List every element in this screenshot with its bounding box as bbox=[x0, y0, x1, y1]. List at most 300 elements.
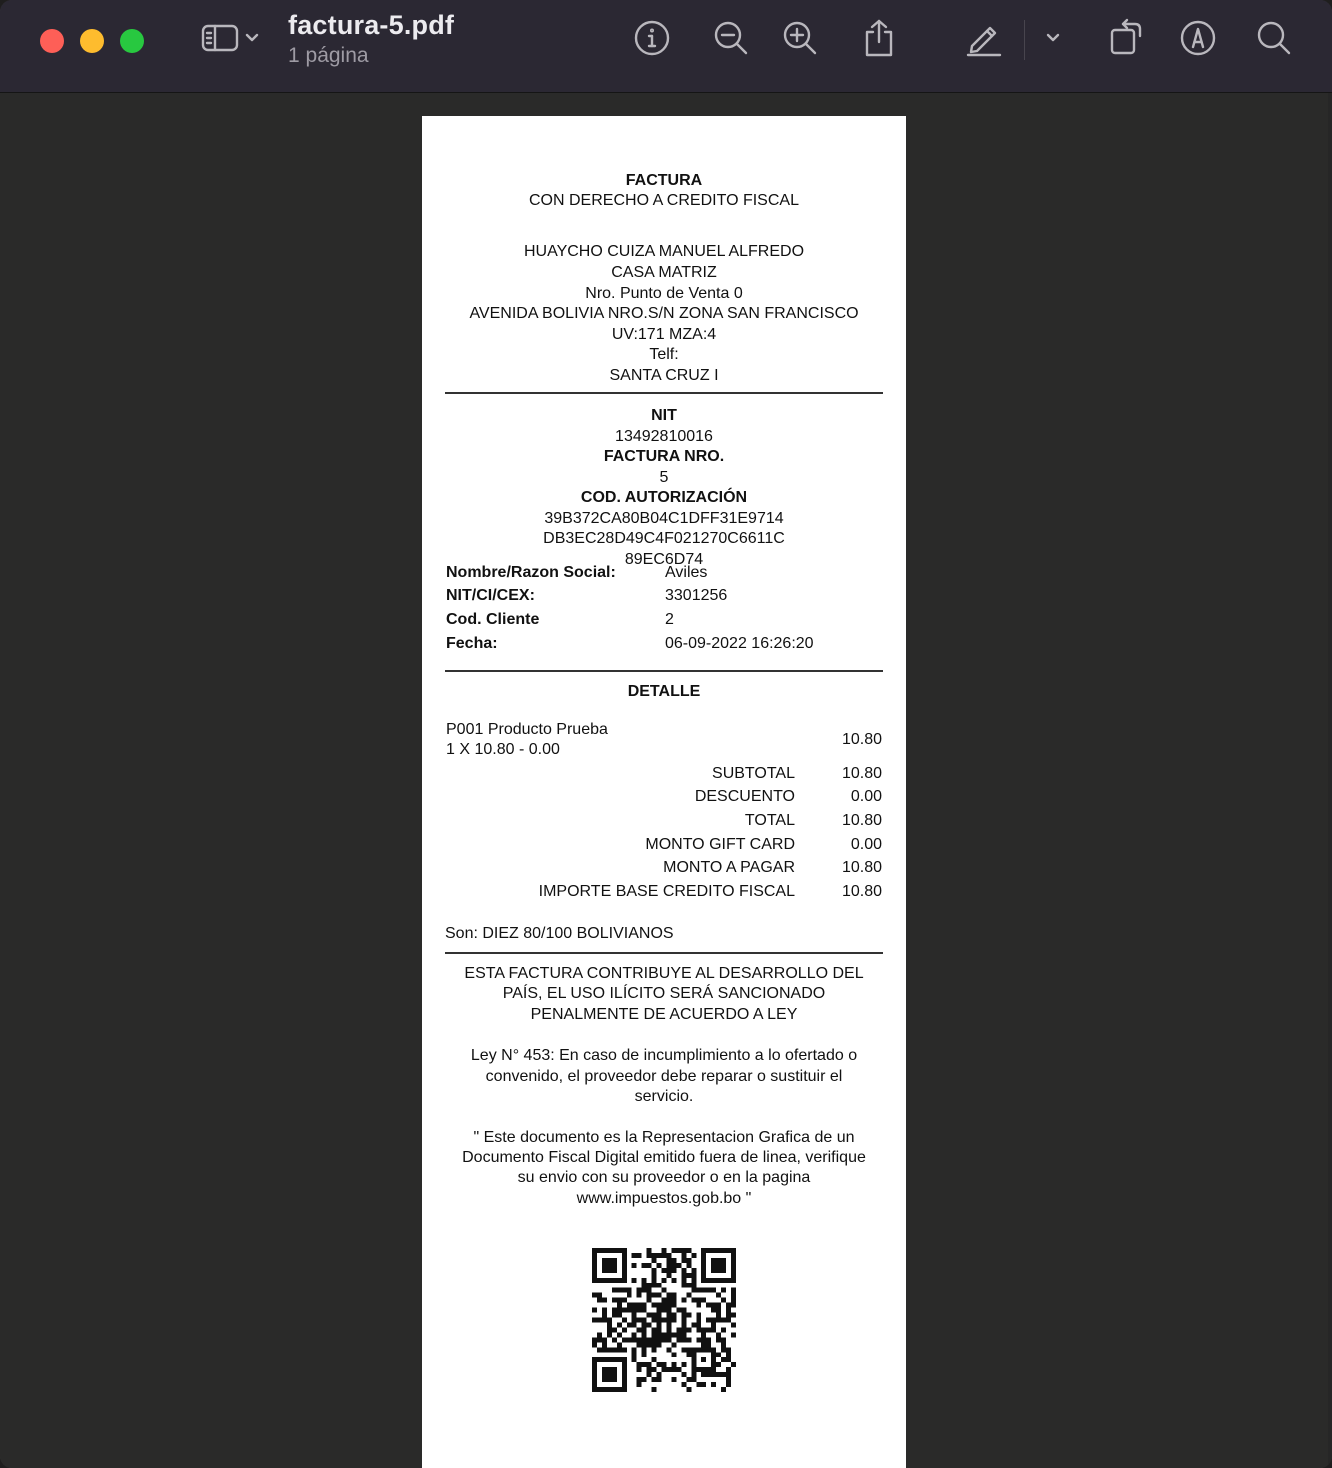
qr-module bbox=[602, 1258, 607, 1263]
qr-module bbox=[681, 1332, 686, 1337]
law-line-2: convenido, el proveedor debe reparar o sustituir el bbox=[485, 1068, 843, 1085]
legend-line-2: PAÍS, EL USO ILÍCITO SERÁ SANCIONADO bbox=[502, 985, 826, 1002]
qr-module bbox=[622, 1357, 627, 1362]
qr-module bbox=[676, 1308, 681, 1313]
qr-module bbox=[711, 1303, 716, 1308]
qr-module bbox=[706, 1372, 711, 1377]
qr-module bbox=[602, 1278, 607, 1283]
qr-module bbox=[607, 1372, 612, 1377]
qr-module bbox=[602, 1342, 607, 1347]
item-calculation: 1 X 10.80 - 0.00 bbox=[446, 741, 560, 758]
qr-module bbox=[681, 1327, 686, 1332]
qr-module bbox=[602, 1318, 607, 1323]
qr-module bbox=[622, 1263, 627, 1268]
qr-module bbox=[716, 1308, 721, 1313]
qr-module bbox=[662, 1248, 667, 1253]
qr-module bbox=[617, 1288, 622, 1293]
qr-module bbox=[691, 1288, 696, 1293]
qr-module bbox=[612, 1308, 617, 1313]
qr-module bbox=[652, 1327, 657, 1332]
qr-module bbox=[691, 1367, 696, 1372]
qr-module bbox=[617, 1347, 622, 1352]
customer-nit-row bbox=[446, 584, 886, 607]
qr-module bbox=[686, 1352, 691, 1357]
qr-module bbox=[647, 1337, 652, 1342]
qr-module bbox=[617, 1278, 622, 1283]
share-icon bbox=[861, 18, 897, 63]
qr-module bbox=[597, 1337, 602, 1342]
zoom-in-button[interactable] bbox=[778, 18, 822, 62]
qr-module bbox=[731, 1362, 736, 1367]
qr-module bbox=[657, 1253, 662, 1258]
share-button[interactable] bbox=[857, 18, 901, 62]
qr-module bbox=[632, 1308, 637, 1313]
chevron-down-icon bbox=[1045, 31, 1061, 49]
qr-module bbox=[721, 1337, 726, 1342]
total-value: 10.80 bbox=[841, 812, 882, 829]
qr-module bbox=[632, 1253, 637, 1258]
qr-module bbox=[622, 1337, 627, 1342]
qr-module bbox=[637, 1318, 642, 1323]
qr-module bbox=[666, 1253, 671, 1258]
qr-module bbox=[632, 1322, 637, 1327]
qr-module bbox=[701, 1337, 706, 1342]
qr-module bbox=[622, 1258, 627, 1263]
qr-module bbox=[716, 1303, 721, 1308]
qr-module bbox=[716, 1332, 721, 1337]
qr-module bbox=[676, 1263, 681, 1268]
issuer-address-line-2: UV:171 MZA:4 bbox=[611, 326, 717, 343]
qr-module bbox=[597, 1357, 602, 1362]
qr-module bbox=[706, 1342, 711, 1347]
qr-module bbox=[632, 1337, 637, 1342]
qr-module bbox=[721, 1268, 726, 1273]
qr-module bbox=[602, 1298, 607, 1303]
qr-module bbox=[622, 1298, 627, 1303]
qr-module bbox=[701, 1327, 706, 1332]
qr-module bbox=[622, 1288, 627, 1293]
qr-module bbox=[637, 1377, 642, 1382]
qr-module bbox=[647, 1372, 652, 1377]
qr-module bbox=[622, 1278, 627, 1283]
qr-module bbox=[671, 1377, 676, 1382]
invoice-date-row bbox=[446, 632, 886, 655]
qr-module bbox=[652, 1347, 657, 1352]
qr-module bbox=[607, 1258, 612, 1263]
qr-module bbox=[716, 1362, 721, 1367]
qr-module bbox=[691, 1352, 696, 1357]
qr-module bbox=[701, 1332, 706, 1337]
qr-module bbox=[632, 1352, 637, 1357]
qr-module bbox=[597, 1248, 602, 1253]
qr-module bbox=[726, 1303, 731, 1308]
qr-module bbox=[696, 1382, 701, 1387]
qr-module bbox=[607, 1387, 612, 1392]
qr-module bbox=[647, 1293, 652, 1298]
qr-module bbox=[716, 1268, 721, 1273]
qr-module bbox=[642, 1352, 647, 1357]
qr-module bbox=[602, 1367, 607, 1372]
qr-module bbox=[612, 1268, 617, 1273]
qr-module bbox=[597, 1347, 602, 1352]
scrollbar-track[interactable] bbox=[1328, 93, 1332, 1468]
qr-module bbox=[657, 1283, 662, 1288]
qr-module bbox=[637, 1362, 642, 1367]
qr-module bbox=[731, 1273, 736, 1278]
qr-module bbox=[652, 1273, 657, 1278]
law-line-1: Ley N° 453: En caso de incumplimiento a lo ofertado o bbox=[470, 1047, 858, 1064]
qr-module bbox=[607, 1377, 612, 1382]
qr-module bbox=[716, 1372, 721, 1377]
qr-module bbox=[671, 1362, 676, 1367]
qr-module bbox=[696, 1327, 701, 1332]
qr-module bbox=[617, 1332, 622, 1337]
rotate-button[interactable] bbox=[1104, 18, 1148, 62]
qr-module bbox=[666, 1337, 671, 1342]
qr-module bbox=[662, 1268, 667, 1273]
qr-module bbox=[721, 1298, 726, 1303]
qr-module bbox=[686, 1258, 691, 1263]
qr-module bbox=[706, 1248, 711, 1253]
qr-module bbox=[711, 1357, 716, 1362]
qr-module bbox=[701, 1372, 706, 1377]
qr-module bbox=[666, 1303, 671, 1308]
sidebar-icon bbox=[200, 23, 240, 58]
qr-module bbox=[716, 1352, 721, 1357]
qr-module bbox=[657, 1372, 662, 1377]
field-label: Nombre/Razon Social: bbox=[446, 564, 616, 581]
qr-module bbox=[731, 1278, 736, 1283]
qr-module bbox=[701, 1342, 706, 1347]
qr-module bbox=[726, 1248, 731, 1253]
qr-module bbox=[597, 1298, 602, 1303]
qr-module bbox=[647, 1313, 652, 1318]
qr-module bbox=[612, 1367, 617, 1372]
qr-module bbox=[642, 1278, 647, 1283]
qr-module bbox=[637, 1327, 642, 1332]
qr-module bbox=[711, 1268, 716, 1273]
qr-module bbox=[706, 1367, 711, 1372]
annotate-button[interactable] bbox=[1176, 18, 1220, 62]
qr-module bbox=[622, 1327, 627, 1332]
qr-module bbox=[681, 1322, 686, 1327]
qr-module bbox=[652, 1253, 657, 1258]
info-button[interactable] bbox=[630, 18, 674, 62]
qr-module bbox=[671, 1313, 676, 1318]
qr-module bbox=[652, 1313, 657, 1318]
qr-module bbox=[671, 1342, 676, 1347]
qr-module bbox=[652, 1258, 657, 1263]
qr-module bbox=[632, 1303, 637, 1308]
qr-module bbox=[612, 1377, 617, 1382]
qr-module bbox=[607, 1318, 612, 1323]
qr-module bbox=[701, 1258, 706, 1263]
qr-module bbox=[706, 1288, 711, 1293]
qr-module bbox=[632, 1278, 637, 1283]
qr-module bbox=[602, 1357, 607, 1362]
qr-module bbox=[627, 1293, 632, 1298]
qr-module bbox=[701, 1298, 706, 1303]
qr-module bbox=[701, 1288, 706, 1293]
info-icon bbox=[633, 19, 671, 62]
qr-module bbox=[642, 1288, 647, 1293]
qr-module bbox=[607, 1278, 612, 1283]
zoom-in-icon bbox=[781, 19, 819, 62]
qr-module bbox=[681, 1283, 686, 1288]
nit-value: 13492810016 bbox=[615, 428, 713, 445]
qr-module bbox=[701, 1367, 706, 1372]
qr-module bbox=[711, 1347, 716, 1352]
qr-module bbox=[731, 1268, 736, 1273]
qr-module bbox=[647, 1362, 652, 1367]
qr-module bbox=[731, 1263, 736, 1268]
qr-module bbox=[657, 1313, 662, 1318]
invoice-title: FACTURA bbox=[625, 172, 703, 189]
legend-line-1: ESTA FACTURA CONTRIBUYE AL DESARROLLO DEL bbox=[464, 965, 864, 982]
qr-module bbox=[726, 1308, 731, 1313]
qr-module bbox=[642, 1377, 647, 1382]
qr-module bbox=[642, 1327, 647, 1332]
pdf-page bbox=[422, 116, 906, 1468]
qr-module bbox=[706, 1303, 711, 1308]
qr-module bbox=[592, 1268, 597, 1273]
qr-module bbox=[622, 1248, 627, 1253]
qr-module bbox=[612, 1337, 617, 1342]
qr-module bbox=[701, 1263, 706, 1268]
qr-module bbox=[681, 1278, 686, 1283]
qr-module bbox=[726, 1372, 731, 1377]
qr-module bbox=[612, 1372, 617, 1377]
qr-module bbox=[686, 1263, 691, 1268]
qr-module bbox=[647, 1253, 652, 1258]
qr-module bbox=[701, 1382, 706, 1387]
qr-module bbox=[711, 1318, 716, 1323]
qr-module bbox=[676, 1248, 681, 1253]
total-label: SUBTOTAL bbox=[712, 765, 795, 782]
qr-module bbox=[632, 1318, 637, 1323]
qr-module bbox=[681, 1248, 686, 1253]
qr-module bbox=[642, 1308, 647, 1313]
qr-module bbox=[711, 1288, 716, 1293]
qr-module bbox=[701, 1248, 706, 1253]
rotate-icon bbox=[1106, 18, 1146, 63]
qr-module bbox=[691, 1278, 696, 1283]
qr-module bbox=[607, 1367, 612, 1372]
qr-module bbox=[612, 1357, 617, 1362]
qr-module bbox=[622, 1367, 627, 1372]
qr-module bbox=[731, 1248, 736, 1253]
field-label: Cod. Cliente bbox=[446, 611, 540, 628]
subtotal-row bbox=[446, 762, 882, 785]
qr-module bbox=[622, 1268, 627, 1273]
qr-module bbox=[666, 1308, 671, 1313]
qr-module bbox=[612, 1347, 617, 1352]
qr-module bbox=[711, 1263, 716, 1268]
qr-module bbox=[691, 1298, 696, 1303]
page-count: 1 página bbox=[288, 44, 369, 67]
qr-module bbox=[696, 1322, 701, 1327]
qr-module bbox=[681, 1313, 686, 1318]
qr-module bbox=[607, 1248, 612, 1253]
qr-module bbox=[637, 1308, 642, 1313]
nit-label: NIT bbox=[651, 407, 677, 424]
qr-module bbox=[686, 1347, 691, 1352]
qr-module bbox=[617, 1303, 622, 1308]
qr-module bbox=[671, 1278, 676, 1283]
document-viewport[interactable] bbox=[0, 93, 1332, 1468]
qr-module bbox=[622, 1362, 627, 1367]
sidebar-toggle-button[interactable] bbox=[194, 18, 266, 62]
qr-module bbox=[681, 1273, 686, 1278]
qr-module bbox=[686, 1387, 691, 1392]
qr-module bbox=[592, 1372, 597, 1377]
qr-module bbox=[706, 1347, 711, 1352]
qr-module bbox=[731, 1258, 736, 1263]
invoice-number-value: 5 bbox=[659, 469, 669, 486]
qr-module bbox=[602, 1372, 607, 1377]
total-value: 10.80 bbox=[841, 883, 882, 900]
issuer-point-of-sale: Nro. Punto de Venta 0 bbox=[585, 285, 743, 302]
markup-button[interactable] bbox=[962, 18, 1006, 62]
qr-module bbox=[592, 1387, 597, 1392]
qr-module bbox=[642, 1342, 647, 1347]
qr-module bbox=[622, 1273, 627, 1278]
invoice-number-label: FACTURA NRO. bbox=[603, 448, 725, 465]
qr-module bbox=[666, 1263, 671, 1268]
close-window-button[interactable] bbox=[40, 29, 64, 53]
qr-module bbox=[592, 1293, 597, 1298]
qr-module bbox=[592, 1308, 597, 1313]
qr-module bbox=[701, 1268, 706, 1273]
divider bbox=[445, 952, 883, 954]
qr-module bbox=[681, 1372, 686, 1377]
qr-module bbox=[637, 1342, 642, 1347]
qr-module bbox=[657, 1377, 662, 1382]
qr-module bbox=[592, 1377, 597, 1382]
qr-module bbox=[662, 1253, 667, 1258]
qr-module bbox=[666, 1347, 671, 1352]
qr-module bbox=[711, 1322, 716, 1327]
qr-module bbox=[647, 1283, 652, 1288]
qr-module bbox=[711, 1372, 716, 1377]
qr-module bbox=[696, 1313, 701, 1318]
qr-module bbox=[647, 1322, 652, 1327]
legend-line-3: PENALMENTE DE ACUERDO A LEY bbox=[530, 1006, 798, 1023]
zoom-out-button[interactable] bbox=[709, 18, 753, 62]
qr-module bbox=[721, 1372, 726, 1377]
qr-module bbox=[671, 1332, 676, 1337]
document-title: factura-5.pdf bbox=[288, 10, 455, 40]
qr-module bbox=[592, 1337, 597, 1342]
qr-module bbox=[711, 1248, 716, 1253]
qr-module bbox=[731, 1322, 736, 1327]
qr-module bbox=[721, 1248, 726, 1253]
zoom-window-button[interactable] bbox=[120, 29, 144, 53]
qr-module bbox=[657, 1327, 662, 1332]
qr-module bbox=[691, 1273, 696, 1278]
issuer-phone: Telf: bbox=[649, 346, 679, 363]
qr-module bbox=[731, 1332, 736, 1337]
qr-module bbox=[607, 1357, 612, 1362]
qr-module bbox=[662, 1303, 667, 1308]
qr-module bbox=[711, 1327, 716, 1332]
qr-module bbox=[592, 1357, 597, 1362]
qr-module bbox=[696, 1367, 701, 1372]
qr-module bbox=[622, 1377, 627, 1382]
qr-module bbox=[642, 1318, 647, 1323]
qr-module bbox=[671, 1263, 676, 1268]
qr-module bbox=[726, 1352, 731, 1357]
qr-module bbox=[602, 1377, 607, 1382]
qr-module bbox=[652, 1387, 657, 1392]
qr-module bbox=[691, 1377, 696, 1382]
customer-code-row bbox=[446, 608, 886, 631]
qr-module bbox=[726, 1357, 731, 1362]
qr-module bbox=[642, 1332, 647, 1337]
markup-options-button[interactable] bbox=[1036, 18, 1070, 62]
qr-module bbox=[602, 1308, 607, 1313]
qr-module bbox=[716, 1313, 721, 1318]
qr-module bbox=[691, 1283, 696, 1288]
qr-module bbox=[617, 1387, 622, 1392]
qr-module bbox=[726, 1377, 731, 1382]
qr-module bbox=[597, 1332, 602, 1337]
qr-module bbox=[637, 1303, 642, 1308]
qr-module bbox=[622, 1347, 627, 1352]
qr-module bbox=[592, 1342, 597, 1347]
qr-module bbox=[657, 1263, 662, 1268]
field-value: 06-09-2022 16:26:20 bbox=[665, 635, 814, 652]
divider bbox=[445, 392, 883, 394]
qr-module bbox=[706, 1337, 711, 1342]
qr-module bbox=[612, 1298, 617, 1303]
qr-module bbox=[666, 1258, 671, 1263]
qr-module bbox=[617, 1357, 622, 1362]
qr-module bbox=[726, 1278, 731, 1283]
qr-module bbox=[716, 1278, 721, 1283]
qr-module bbox=[726, 1382, 731, 1387]
item-total: 10.80 bbox=[841, 731, 882, 748]
qr-module bbox=[681, 1268, 686, 1273]
qr-module bbox=[627, 1322, 632, 1327]
qr-module bbox=[721, 1347, 726, 1352]
qr-module bbox=[706, 1318, 711, 1323]
qr-module bbox=[671, 1248, 676, 1253]
search-button[interactable] bbox=[1252, 18, 1296, 62]
qr-module bbox=[602, 1248, 607, 1253]
qr-module bbox=[597, 1387, 602, 1392]
total-value: 0.00 bbox=[850, 788, 882, 805]
qr-module bbox=[701, 1347, 706, 1352]
minimize-window-button[interactable] bbox=[80, 29, 104, 53]
qr-module bbox=[662, 1318, 667, 1323]
qr-module bbox=[681, 1253, 686, 1258]
qr-module bbox=[647, 1367, 652, 1372]
qr-module bbox=[721, 1263, 726, 1268]
qr-module bbox=[592, 1362, 597, 1367]
qr-module bbox=[592, 1367, 597, 1372]
qr-module bbox=[657, 1362, 662, 1367]
qr-module bbox=[681, 1382, 686, 1387]
qr-module bbox=[592, 1258, 597, 1263]
qr-module bbox=[686, 1313, 691, 1318]
qr-module bbox=[726, 1347, 731, 1352]
qr-module bbox=[721, 1288, 726, 1293]
total-label: DESCUENTO bbox=[694, 788, 795, 805]
qr-module bbox=[691, 1372, 696, 1377]
qr-module bbox=[647, 1298, 652, 1303]
amount-due-row bbox=[446, 856, 882, 879]
